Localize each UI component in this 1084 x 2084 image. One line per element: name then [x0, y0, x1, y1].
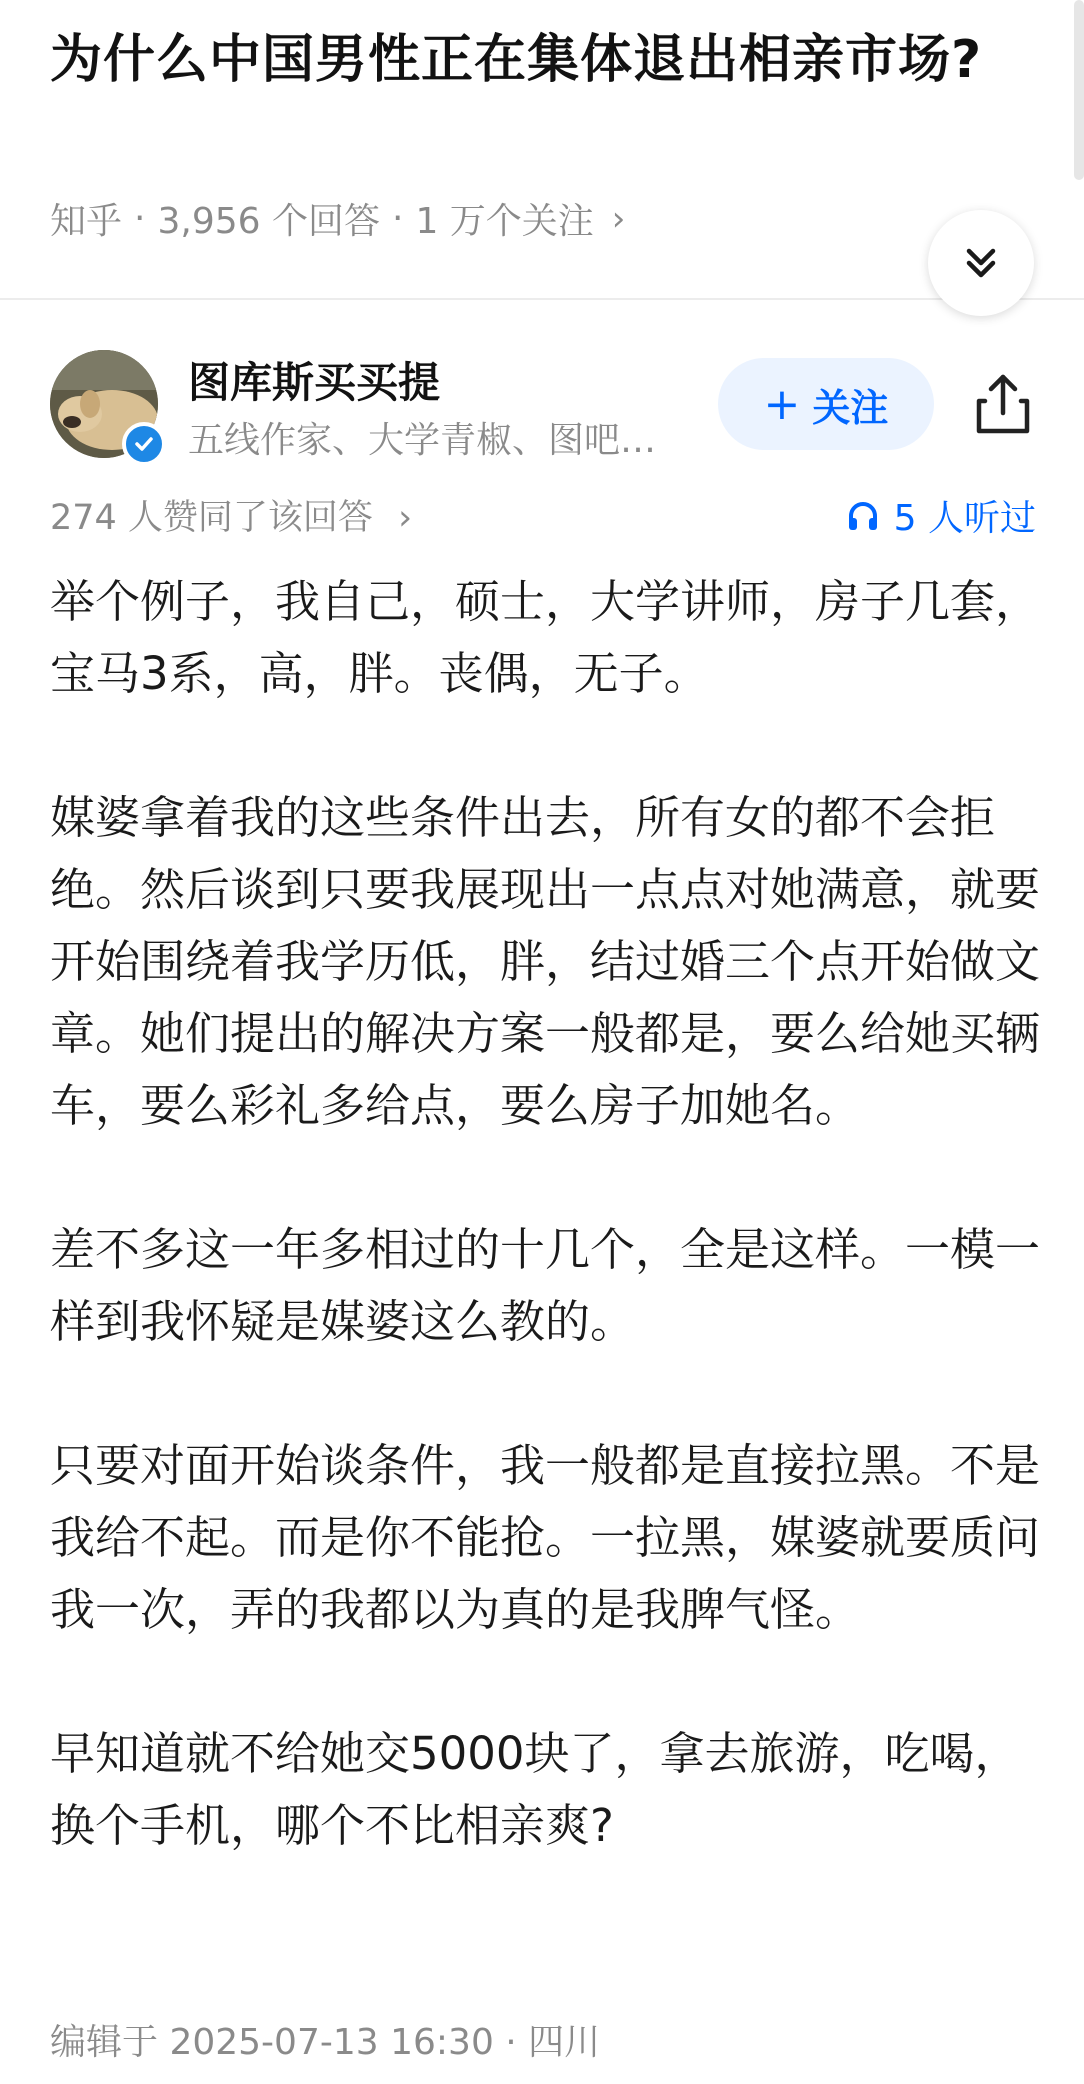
chevron-right-icon: › — [611, 198, 626, 239]
answer-paragraph: 举个例子，我自己，硕士，大学讲师，房子几套，宝马3系，高，胖。丧偶，无子。 — [50, 575, 1041, 700]
vote-count-text: 274 人赞同了该回答 — [50, 498, 373, 538]
expand-button[interactable] — [928, 210, 1034, 316]
plus-icon: + — [763, 378, 801, 430]
question-meta[interactable] — [50, 193, 625, 244]
answer-body — [50, 566, 1040, 1862]
share-icon — [973, 371, 1033, 437]
listen-count-text: 5 人听过 — [893, 498, 1036, 539]
answer-paragraph: 差不多这一年多相过的十几个，全是这样。一模一样到我怀疑是媒婆这么教的。 — [50, 1223, 1041, 1348]
author-bio: 五线作家、大学青椒、图吧… — [188, 420, 657, 461]
answer-paragraph: 媒婆拿着我的这些条件出去，所有女的都不会拒绝。然后谈到只要我展现出一点点对她满意，就要开始围绕着我学历低，胖，结过婚三个点开始做文章。她们提出的解决方案一般都是，要么给她买辆车，要么彩礼多给点，要么房子加她名。 — [50, 791, 1041, 1132]
verified-badge — [122, 422, 166, 466]
vote-count-link[interactable] — [50, 490, 412, 540]
chevron-right-icon: › — [398, 498, 413, 538]
double-chevron-down-icon — [961, 243, 1001, 283]
answer-paragraph: 只要对面开始谈条件，我一般都是直接拉黑。不是我给不起。而是你不能抢。一拉黑，媒婆就要质问我一次，弄的我都以为真的是我脾气怪。 — [50, 1439, 1041, 1636]
edit-info: 编辑于 2025-07-13 16:30 · 四川 — [50, 2022, 601, 2063]
headphones-icon — [846, 499, 880, 533]
follow-label: 关注 — [812, 385, 889, 430]
answer-paragraph: 早知道就不给她交5000块了，拿去旅游，吃喝，换个手机，哪个不比相亲爽? — [50, 1727, 1020, 1852]
meta-separator: · — [391, 198, 404, 239]
listen-count-link[interactable] — [846, 490, 1036, 541]
verified-check-icon — [132, 432, 156, 456]
meta-separator: · — [134, 198, 146, 239]
follower-count: 1 万个关注 — [415, 201, 594, 242]
share-button[interactable] — [968, 366, 1038, 442]
question-source: 知乎 — [50, 201, 123, 242]
answer-count: 3,956 个回答 — [157, 201, 380, 242]
question-header — [0, 0, 1084, 300]
author-row — [0, 340, 1084, 470]
question-title[interactable]: 为什么中国男性正在集体退出相亲市场? — [50, 30, 983, 90]
author-name[interactable]: 图库斯买买提 — [188, 358, 441, 407]
vote-row — [50, 490, 1036, 540]
follow-button[interactable] — [718, 358, 934, 450]
